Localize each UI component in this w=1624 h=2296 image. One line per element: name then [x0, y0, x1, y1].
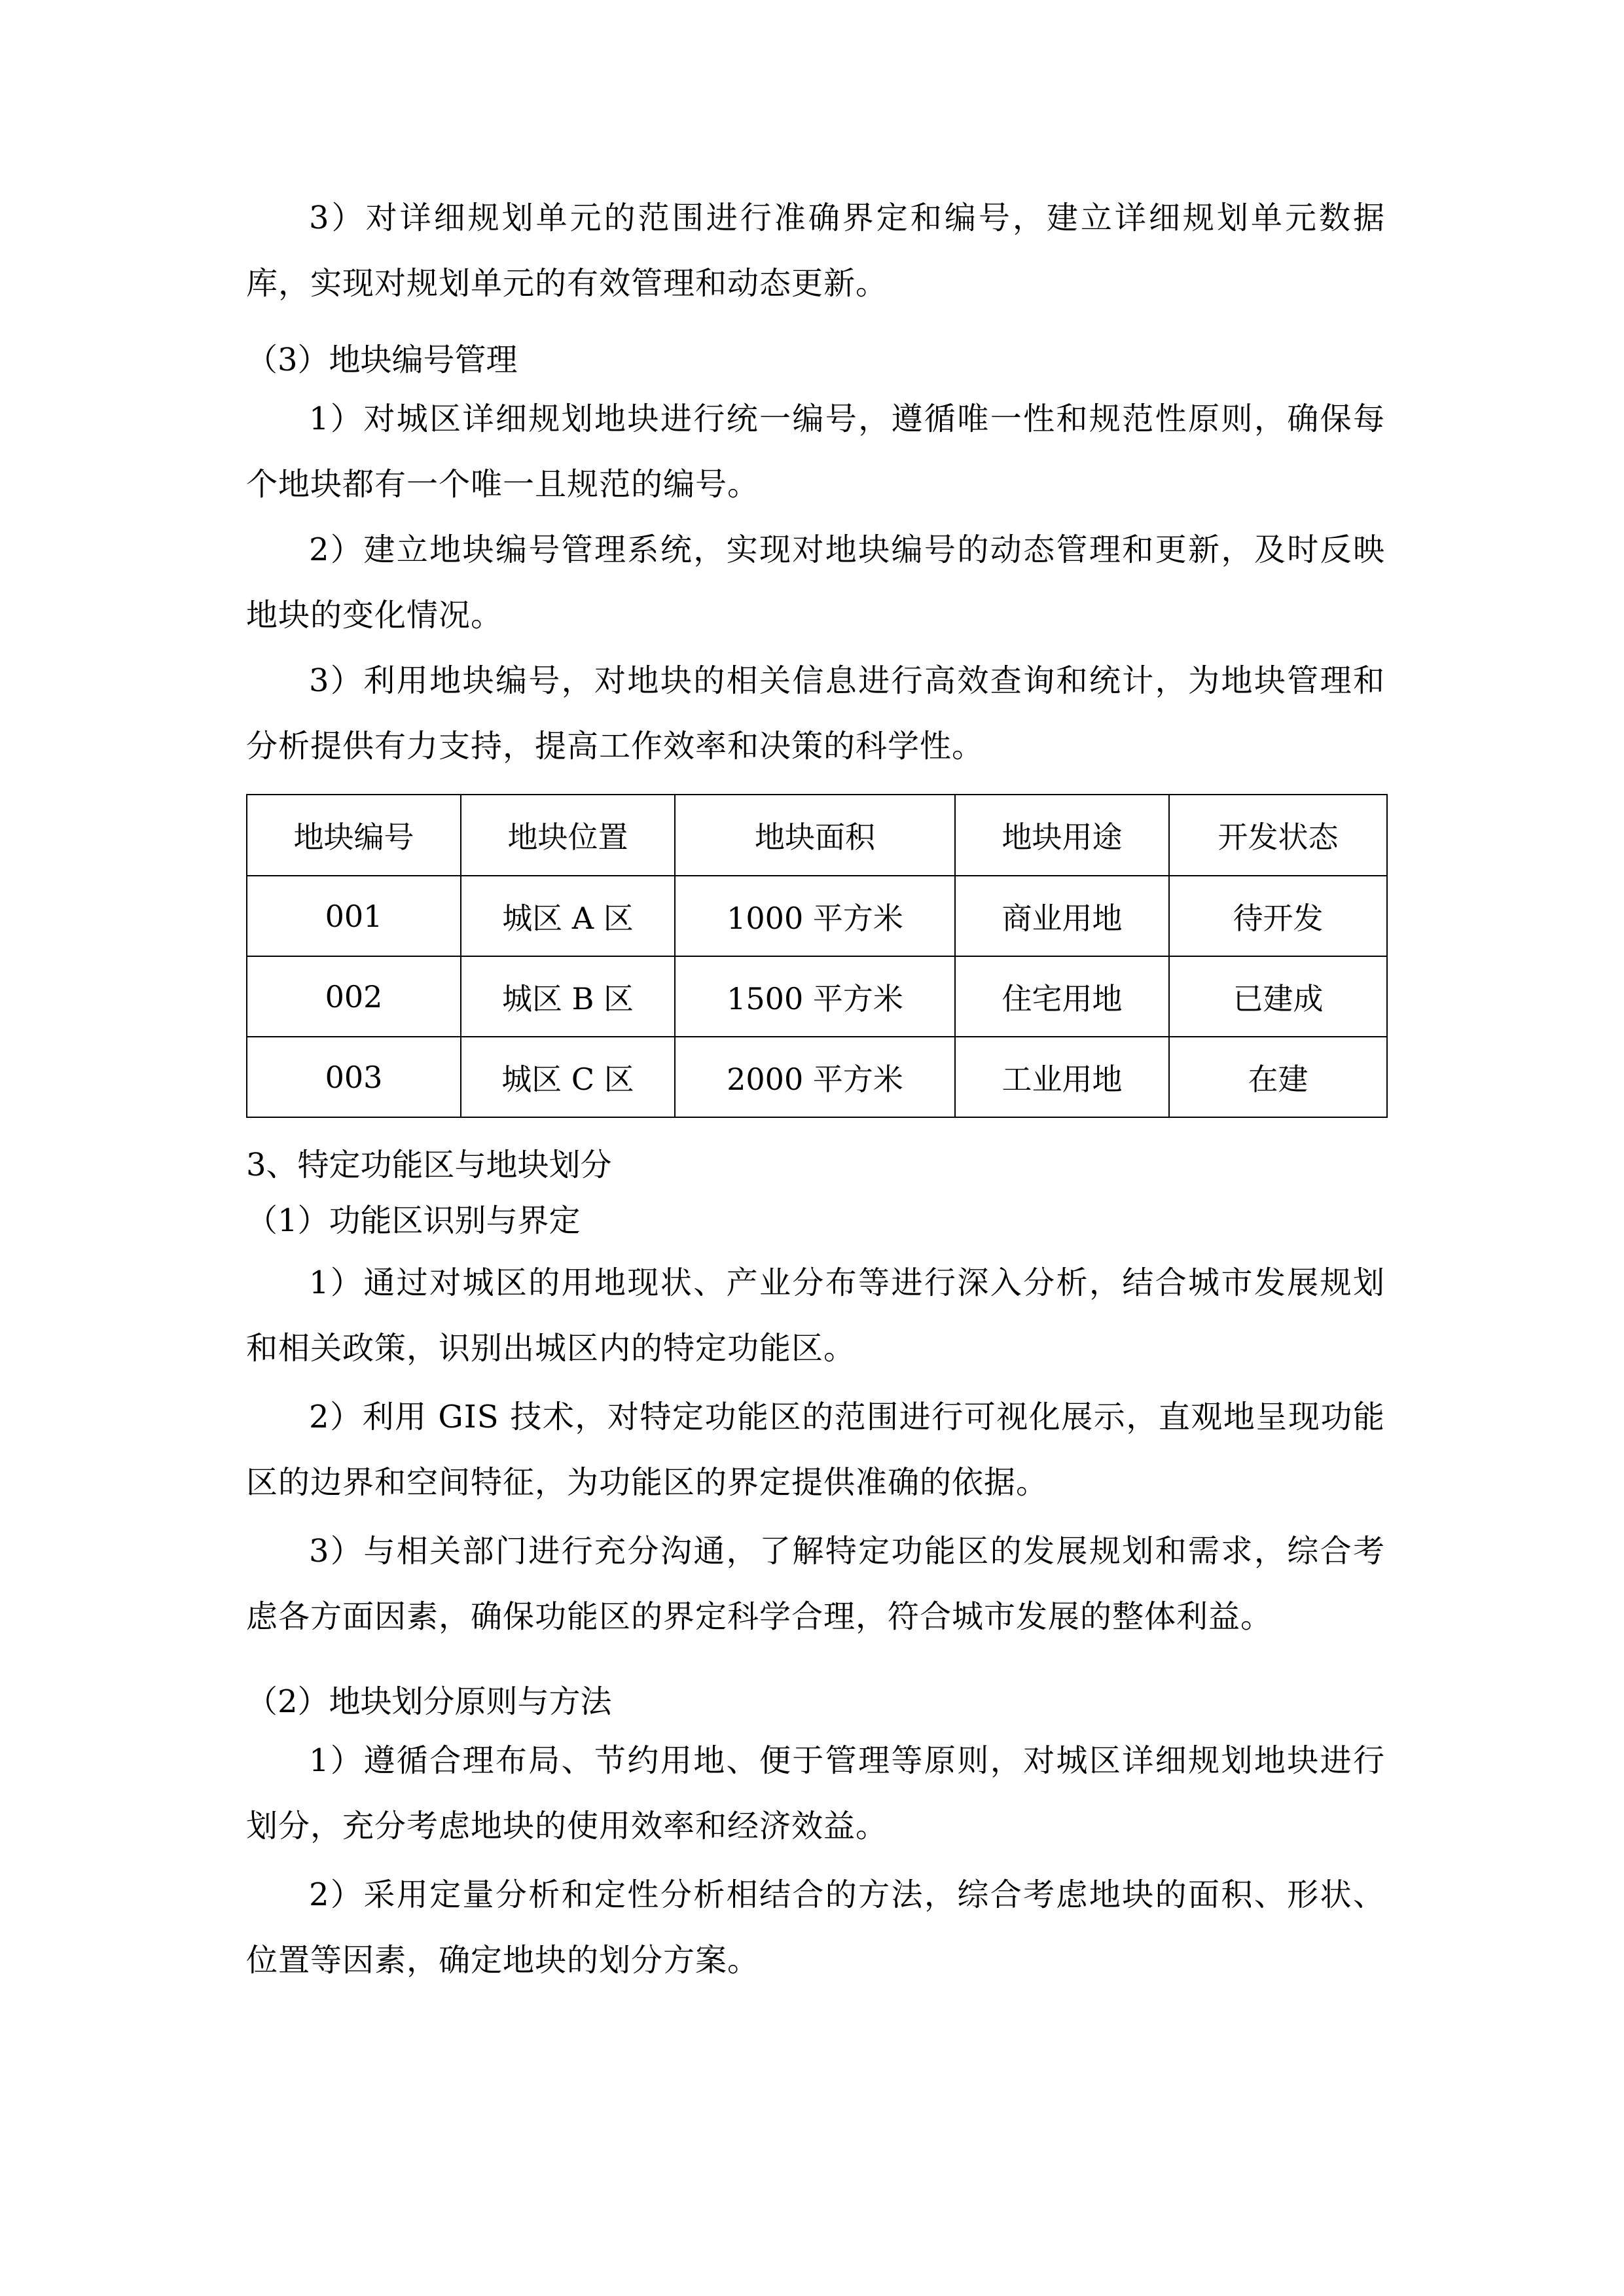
table-cell: 001 [247, 876, 461, 956]
table-cell: 住宅用地 [955, 956, 1169, 1037]
table-row [247, 1037, 1387, 1117]
paragraph-zone-analysis: 1）通过对城区的用地现状、产业分布等进行深入分析，结合城市发展规划和相关政策，识别出城区内的特定功能区。 [246, 1265, 1385, 1367]
heading-division-principles: （2）地块划分原则与方法 [246, 1683, 612, 1720]
table-header-cell: 地块位置 [461, 795, 675, 876]
table-cell: 城区 C 区 [461, 1037, 675, 1117]
table-header-cell: 地块用途 [955, 795, 1169, 876]
paragraph-gis-visualization: 2）利用 GIS 技术，对特定功能区的范围进行可视化展示，直观地呈现功能区的边界和空间特征，为功能区的界定提供准确的依据。 [246, 1399, 1385, 1501]
table-cell: 工业用地 [955, 1037, 1169, 1117]
table-cell: 002 [247, 956, 461, 1037]
table-cell: 待开发 [1169, 876, 1387, 956]
table-cell: 在建 [1169, 1037, 1387, 1117]
table-row [247, 956, 1387, 1037]
table-cell: 城区 A 区 [461, 876, 675, 956]
table-header-row [247, 795, 1387, 876]
table-cell: 1000 平方米 [675, 876, 955, 956]
table-cell: 商业用地 [955, 876, 1169, 956]
paragraph-division-principles: 1）遵循合理布局、节约用地、便于管理等原则，对城区详细规划地块进行划分，充分考虑地块的使用效率和经济效益。 [246, 1742, 1385, 1844]
paragraph-division-method: 2）采用定量分析和定性分析相结合的方法，综合考虑地块的面积、形状、位置等因素，确定地块的划分方案。 [246, 1876, 1385, 1979]
paragraph-department-communication: 3）与相关部门进行充分沟通，了解特定功能区的发展规划和需求，综合考虑各方面因素，确保功能区的界定科学合理，符合城市发展的整体利益。 [246, 1533, 1385, 1635]
paragraph-numbering-system: 2）建立地块编号管理系统，实现对地块编号的动态管理和更新，及时反映地块的变化情况。 [246, 531, 1385, 634]
heading-parcel-numbering: （3）地块编号管理 [246, 342, 518, 378]
table-cell: 2000 平方米 [675, 1037, 955, 1117]
table-cell: 1500 平方米 [675, 956, 955, 1037]
table-cell: 城区 B 区 [461, 956, 675, 1037]
table-row [247, 876, 1387, 956]
section-heading-functional-zones: 3、特定功能区与地块划分 [246, 1147, 612, 1183]
paragraph-unified-numbering: 1）对城区详细规划地块进行统一编号，遵循唯一性和规范性原则，确保每个地块都有一个唯一且规范的编号。 [246, 401, 1385, 503]
paragraph-unit-database: 3）对详细规划单元的范围进行准确界定和编号，建立详细规划单元数据库，实现对规划单元的有效管理和动态更新。 [246, 200, 1385, 302]
paragraph-query-statistics: 3）利用地块编号，对地块的相关信息进行高效查询和统计，为地块管理和分析提供有力支持，提高工作效率和决策的科学性。 [246, 662, 1385, 764]
parcel-table [246, 794, 1388, 1118]
table-header-cell: 地块编号 [247, 795, 461, 876]
heading-zone-identification: （1）功能区识别与界定 [246, 1202, 581, 1239]
table-cell: 已建成 [1169, 956, 1387, 1037]
table-cell: 003 [247, 1037, 461, 1117]
table-header-cell: 开发状态 [1169, 795, 1387, 876]
table-header-cell: 地块面积 [675, 795, 955, 876]
